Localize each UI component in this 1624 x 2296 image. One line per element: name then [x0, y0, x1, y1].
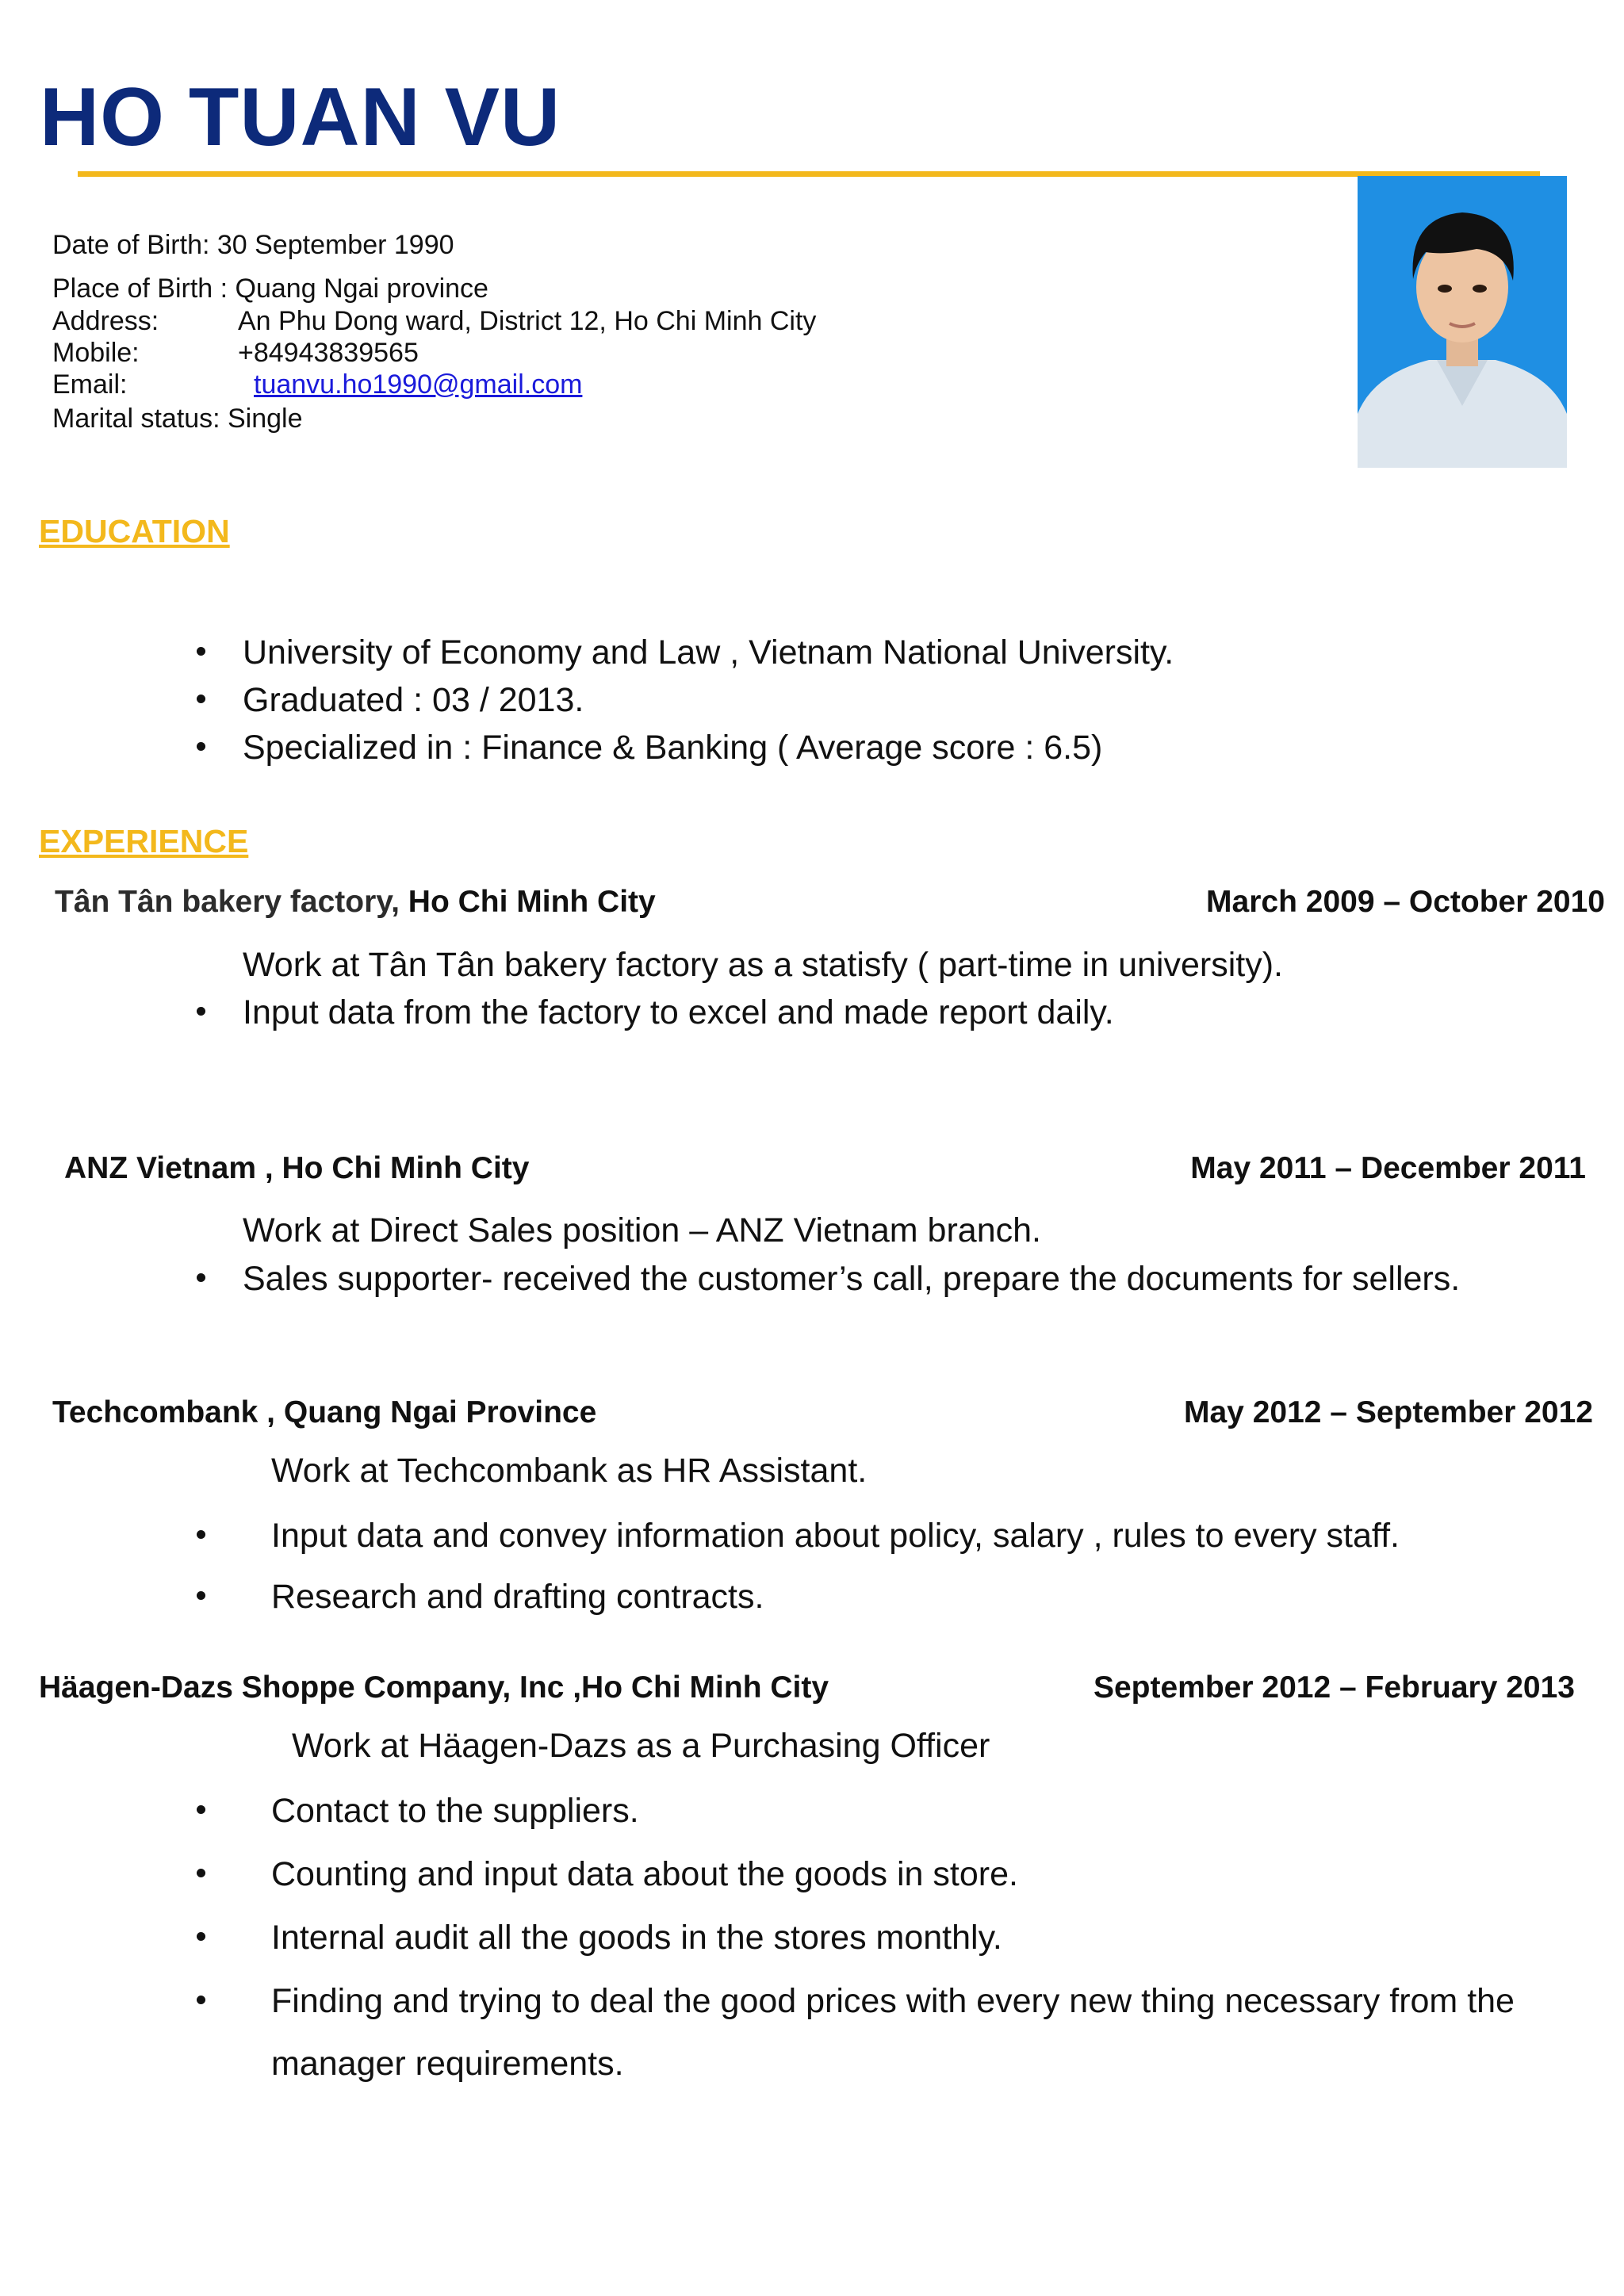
address-value: An Phu Dong ward, District 12, Ho Chi Minh City [238, 306, 817, 336]
person-portrait-icon [1358, 176, 1567, 468]
candidate-name: HO TUAN VU [40, 71, 561, 163]
job-intro: Work at Häagen-Dazs as a Purchasing Officer [292, 1727, 990, 1765]
education-item: Graduated : 03 / 2013. [243, 681, 584, 719]
bullet-icon [197, 1273, 205, 1282]
job-bullet: Input data and convey information about policy, salary , rules to every staff. [271, 1517, 1400, 1555]
bullet-icon [197, 647, 205, 656]
marital-status-value: Single [228, 404, 303, 434]
education-item: University of Economy and Law , Vietnam National University. [243, 633, 1174, 672]
mobile-value: +84943839565 [238, 338, 419, 368]
job-bullet: Contact to the suppliers. [271, 1792, 639, 1830]
bullet-icon [197, 1869, 205, 1877]
job-intro: Work at Direct Sales position – ANZ Vietnam branch. [243, 1211, 1041, 1249]
education-item: Specialized in : Finance & Banking ( Average score : 6.5) [243, 729, 1103, 767]
job-company [55, 886, 656, 917]
job-company: Techcombank , Quang Ngai Province [52, 1395, 597, 1429]
bullet-icon [197, 1805, 205, 1814]
job-bullet: Finding and trying to deal the good prices with every new thing necessary from the [271, 1982, 1515, 2020]
header-divider [78, 171, 1540, 177]
date-of-birth: Date of Birth: 30 September 1990 [52, 230, 454, 260]
job-company: ANZ Vietnam , Ho Chi Minh City [64, 1151, 530, 1185]
experience-heading: EXPERIENCE [39, 823, 249, 859]
bullet-icon [197, 1007, 205, 1016]
job-bullet: Counting and input data about the goods in store. [271, 1855, 1018, 1893]
job-dates: May 2011 – December 2011 [1190, 1151, 1586, 1185]
job-dates: May 2012 – September 2012 [1184, 1395, 1593, 1429]
job-bullet: Internal audit all the goods in the stores monthly. [271, 1919, 1002, 1957]
marital-status-label: Marital status: [52, 404, 220, 434]
bullet-icon [197, 1996, 205, 2004]
job-intro: Work at Tân Tân bakery factory as a statisfy ( part-time in university). [243, 946, 1283, 984]
job-company-city: Ho Chi Minh City [399, 885, 656, 919]
bullet-icon [197, 1932, 205, 1941]
education-heading: EDUCATION [39, 513, 230, 549]
job-dates: September 2012 – February 2013 [1093, 1670, 1575, 1705]
email-link[interactable]: tuanvu.ho1990@gmail.com [254, 369, 583, 400]
mobile-label: Mobile: [52, 338, 140, 368]
bullet-icon [197, 1591, 205, 1600]
job-intro: Work at Techcombank as HR Assistant. [271, 1452, 868, 1490]
job-bullet: Research and drafting contracts. [271, 1578, 764, 1616]
job-company: Häagen-Dazs Shoppe Company, Inc ,Ho Chi Minh City [39, 1670, 829, 1705]
job-bullet: Sales supporter- received the customer’s call, prepare the documents for sellers. [243, 1260, 1461, 1298]
address-label: Address: [52, 306, 159, 336]
job-company-name: Tân Tân bakery factory, [55, 885, 400, 919]
profile-photo [1358, 176, 1567, 468]
job-dates: March 2009 – October 2010 [1206, 885, 1605, 919]
bullet-icon [197, 742, 205, 751]
place-of-birth: Place of Birth : Quang Ngai province [52, 274, 488, 304]
email-label: Email: [52, 369, 128, 400]
job-bullet: Input data from the factory to excel and made report daily. [243, 993, 1114, 1031]
bullet-icon [197, 695, 205, 703]
bullet-icon [197, 1530, 205, 1539]
job-bullet-continuation: manager requirements. [271, 2045, 624, 2083]
